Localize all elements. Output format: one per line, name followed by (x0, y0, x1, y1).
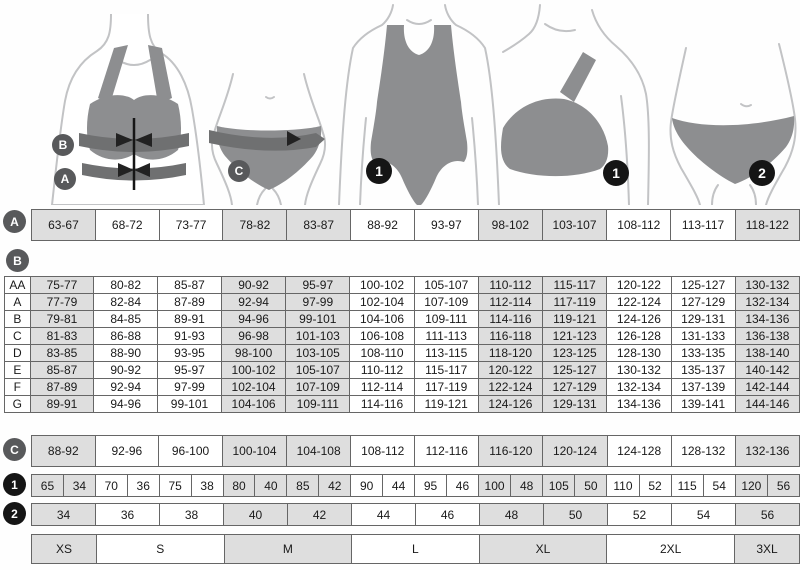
cell: 92-94 (221, 294, 285, 311)
cell: L (352, 535, 480, 564)
cell: 87-89 (158, 294, 222, 311)
cell: 129-131 (543, 396, 607, 413)
cell: 34 (32, 504, 96, 526)
panty-badge-2: 2 (749, 160, 775, 186)
cell: 124-128 (607, 436, 671, 467)
cell: 56 (767, 475, 799, 497)
cell: 107-109 (286, 379, 350, 396)
cell: 121-123 (543, 328, 607, 345)
cell: 117-119 (543, 294, 607, 311)
cell: 34 (63, 475, 95, 497)
row-label: A (5, 294, 31, 311)
cell: 83-85 (30, 345, 94, 362)
cell: 36 (127, 475, 159, 497)
cell: 95 (415, 475, 447, 497)
cell: 93-95 (158, 345, 222, 362)
cell: 124-126 (607, 311, 671, 328)
cell: 42 (288, 504, 352, 526)
cell: 85-87 (158, 277, 222, 294)
cell: 110-112 (350, 362, 414, 379)
cell: 115 (671, 475, 703, 497)
cell: 48 (480, 504, 544, 526)
cell: 109-111 (414, 311, 478, 328)
row-label: AA (5, 277, 31, 294)
cell: 123-125 (543, 345, 607, 362)
cell: 68-72 (95, 210, 159, 241)
cell: 110 (607, 475, 639, 497)
cell: 103-107 (542, 210, 606, 241)
cell: 99-101 (286, 311, 350, 328)
bra-badge-1: 1 (603, 160, 629, 186)
cell: 113-117 (671, 210, 735, 241)
cell: 100-102 (350, 277, 414, 294)
cell: 116-120 (479, 436, 543, 467)
cell: 80-82 (94, 277, 158, 294)
cell: 140-142 (735, 362, 799, 379)
cell: 120-124 (543, 436, 607, 467)
row-label: C (5, 328, 31, 345)
cell: 70 (95, 475, 127, 497)
cell: 78-82 (223, 210, 287, 241)
cell: 130-132 (607, 362, 671, 379)
cell: 115-117 (543, 277, 607, 294)
measure-c-badge: C (228, 160, 250, 182)
cell: 96-100 (159, 436, 223, 467)
cell: 105-107 (414, 277, 478, 294)
cell: 139-141 (671, 396, 735, 413)
cell: 92-96 (95, 436, 159, 467)
cell: 40 (255, 475, 287, 497)
cell: 44 (352, 504, 416, 526)
cell: 42 (319, 475, 351, 497)
cell: 52 (639, 475, 671, 497)
figures-strip (0, 0, 800, 205)
cell: 88-90 (94, 345, 158, 362)
cell: 132-136 (735, 436, 799, 467)
cell: 46 (446, 475, 478, 497)
cell: 93-97 (414, 210, 478, 241)
cell: 38 (191, 475, 223, 497)
cell: 2XL (607, 535, 735, 564)
cell: S (97, 535, 225, 564)
row-label: G (5, 396, 31, 413)
cell: M (224, 535, 352, 564)
cell: 118-122 (735, 210, 799, 241)
cell: 122-124 (478, 379, 542, 396)
cell: 99-101 (158, 396, 222, 413)
cell: 91-93 (158, 328, 222, 345)
cell: 52 (608, 504, 672, 526)
cell: 129-131 (671, 311, 735, 328)
cell: 94-96 (221, 311, 285, 328)
cell: 81-83 (30, 328, 94, 345)
cell: 142-144 (735, 379, 799, 396)
cell: 112-114 (350, 379, 414, 396)
cell: XL (479, 535, 607, 564)
cell: 40 (224, 504, 288, 526)
cell: 103-105 (286, 345, 350, 362)
cell: 134-136 (607, 396, 671, 413)
cell: 102-104 (221, 379, 285, 396)
cell: 131-133 (671, 328, 735, 345)
cell: 105 (543, 475, 575, 497)
cell: 132-134 (607, 379, 671, 396)
cell: 118-120 (478, 345, 542, 362)
cell: 120-122 (607, 277, 671, 294)
cell: 128-132 (671, 436, 735, 467)
row-label: E (5, 362, 31, 379)
cell: 88-92 (351, 210, 415, 241)
cell: 63-67 (32, 210, 96, 241)
cell: 89-91 (158, 311, 222, 328)
cell: 46 (416, 504, 480, 526)
cell: 119-121 (543, 311, 607, 328)
cell: 134-136 (735, 311, 799, 328)
cell: 56 (736, 504, 800, 526)
cell: 137-139 (671, 379, 735, 396)
cell: 144-146 (735, 396, 799, 413)
cell: 113-115 (414, 345, 478, 362)
cell: 90 (351, 475, 383, 497)
cell: 106-108 (350, 328, 414, 345)
cell: 100-102 (221, 362, 285, 379)
row-label: F (5, 379, 31, 396)
cell: 82-84 (94, 294, 158, 311)
cell: 112-114 (478, 294, 542, 311)
cell: 109-111 (286, 396, 350, 413)
cell: 77-79 (30, 294, 94, 311)
cell: 116-118 (478, 328, 542, 345)
cell: 133-135 (671, 345, 735, 362)
cell: 79-81 (30, 311, 94, 328)
figure-swimsuit (339, 5, 499, 205)
cell: 104-108 (287, 436, 351, 467)
cell: 111-113 (414, 328, 478, 345)
cell: 54 (672, 504, 736, 526)
cell: 44 (383, 475, 415, 497)
cell: 132-134 (735, 294, 799, 311)
rail-a-badge: A (3, 210, 26, 233)
cell: 138-140 (735, 345, 799, 362)
cell: 110-112 (478, 277, 542, 294)
row-label: B (5, 311, 31, 328)
cell: 95-97 (158, 362, 222, 379)
cell: 96-98 (221, 328, 285, 345)
rail-1-badge: 1 (3, 473, 26, 496)
cell: 38 (160, 504, 224, 526)
cell: 127-129 (543, 379, 607, 396)
cell: 101-103 (286, 328, 350, 345)
cell: 85 (287, 475, 319, 497)
cell: 117-119 (414, 379, 478, 396)
cell: 84-85 (94, 311, 158, 328)
cell: 73-77 (159, 210, 223, 241)
cell: 89-91 (30, 396, 94, 413)
cell: 100-104 (222, 436, 286, 467)
rail-b-badge: B (6, 249, 29, 272)
cell: 126-128 (607, 328, 671, 345)
cell: 100 (478, 475, 510, 497)
cell: 135-137 (671, 362, 735, 379)
measure-a-badge: A (54, 168, 76, 190)
cell: XS (32, 535, 97, 564)
cell: 105-107 (286, 362, 350, 379)
cell: 120 (735, 475, 767, 497)
cell: 112-116 (415, 436, 479, 467)
cell: 130-132 (735, 277, 799, 294)
cell: 36 (96, 504, 160, 526)
cell: 48 (511, 475, 543, 497)
cell: 102-104 (350, 294, 414, 311)
cell: 108-110 (350, 345, 414, 362)
cell: 128-130 (607, 345, 671, 362)
cell: 115-117 (414, 362, 478, 379)
cell: 54 (703, 475, 735, 497)
cell: 95-97 (286, 277, 350, 294)
cell: 127-129 (671, 294, 735, 311)
cell: 98-102 (478, 210, 542, 241)
cell: 75-77 (30, 277, 94, 294)
cell: 65 (32, 475, 64, 497)
cell: 87-89 (30, 379, 94, 396)
cell: 114-116 (478, 311, 542, 328)
cell: 80 (223, 475, 255, 497)
figure-panty-product (670, 44, 795, 205)
cell: 104-106 (350, 311, 414, 328)
row-label: D (5, 345, 31, 362)
cell: 120-122 (478, 362, 542, 379)
cell: 125-127 (671, 277, 735, 294)
cell: 107-109 (414, 294, 478, 311)
cell: 108-112 (351, 436, 415, 467)
cell: 97-99 (158, 379, 222, 396)
figures-illustration (0, 0, 800, 205)
cell: 94-96 (94, 396, 158, 413)
cell: 3XL (735, 535, 800, 564)
figure-measure-hips (209, 74, 325, 205)
cell: 125-127 (543, 362, 607, 379)
cell: 86-88 (94, 328, 158, 345)
cell: 75 (159, 475, 191, 497)
cell: 108-112 (607, 210, 671, 241)
rail-2-badge: 2 (3, 502, 26, 525)
cell: 88-92 (32, 436, 96, 467)
cell: 50 (544, 504, 608, 526)
cell: 83-87 (287, 210, 351, 241)
rail-c-badge: C (3, 438, 26, 461)
cell: 92-94 (94, 379, 158, 396)
cell: 104-106 (221, 396, 285, 413)
cell: 119-121 (414, 396, 478, 413)
swimsuit-badge-1: 1 (366, 158, 392, 184)
cell: 90-92 (221, 277, 285, 294)
cell: 114-116 (350, 396, 414, 413)
cell: 97-99 (286, 294, 350, 311)
measure-b-badge: B (52, 134, 74, 156)
cell: 136-138 (735, 328, 799, 345)
cell: 50 (575, 475, 607, 497)
cell: 85-87 (30, 362, 94, 379)
cell: 122-124 (607, 294, 671, 311)
cell: 90-92 (94, 362, 158, 379)
cell: 124-126 (478, 396, 542, 413)
cell: 98-100 (221, 345, 285, 362)
